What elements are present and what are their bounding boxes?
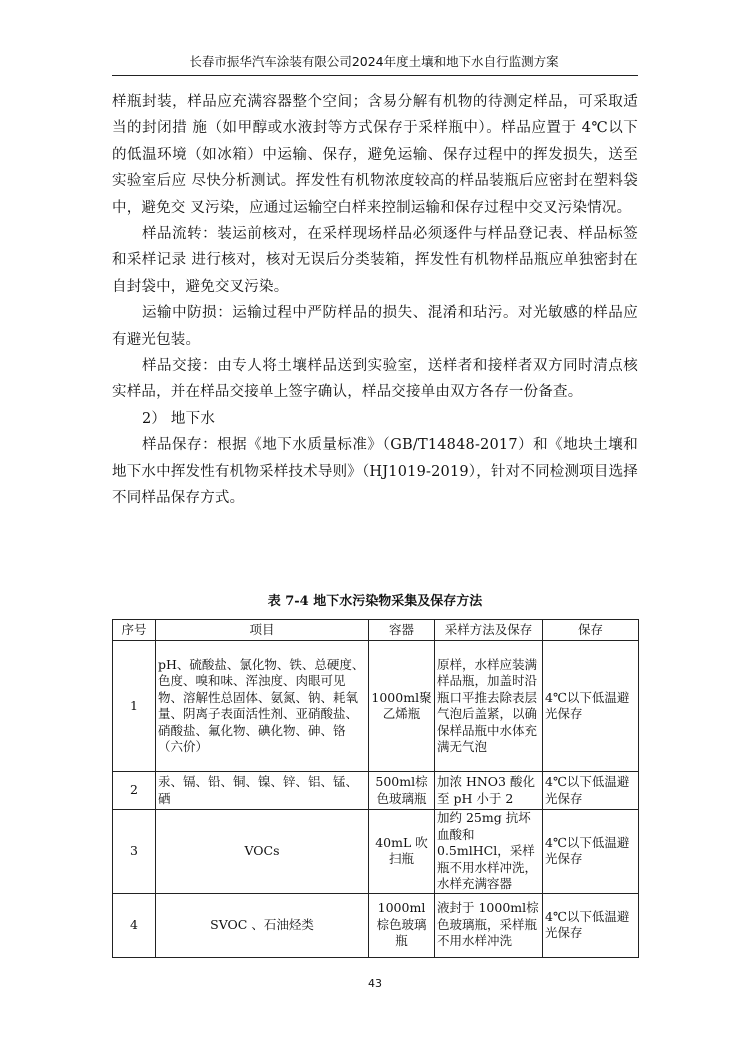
row-no: 2: [113, 772, 156, 810]
row-container: 40mL 吹扫瓶: [369, 810, 435, 894]
row-item: pH、硫酸盐、氯化物、铁、总硬度、色度、嗅和味、浑浊度、肉眼可见物、溶解性总固体、氨氮、钠、耗氧量、阴离子表面活性剂、亚硝酸盐、硝酸盐、氟化物、碘化物、砷、铬（六价）: [156, 641, 369, 772]
body-text: [112, 89, 638, 512]
row-container: 1000ml聚乙烯瓶: [369, 641, 435, 772]
paragraph: 样品保存：根据《地下水质量标准》（GB/T14848-2017）和《地块土壤和地下水中挥发性有机物采样技术导则》（HJ1019-2019），针对不同检测项目选择不同样品保存方式。: [112, 437, 638, 507]
row-container: 500ml棕色玻璃瓶: [369, 772, 435, 810]
table-row: [113, 772, 639, 810]
row-storage: 4℃以下低温避光保存: [543, 641, 639, 772]
row-no: 3: [113, 810, 156, 894]
header-storage: 保存: [543, 620, 639, 641]
paragraph: 样瓶封装，样品应充满容器整个空间；含易分解有机物的待测定样品，可采取适当的封闭措 施（如甲醇或水液封等方式保存于采样瓶中）。样品应置于 4℃以下的低温环境（如冰箱）中运输、保存，避免运输、保存过程中的挥发损失，送至实验室后应 尽快分析测试。挥发性有机物浓度较高的样品装瓶后应密封在塑料袋中，避免交 叉污染，应通过运输空白样来控制运输和保存过程中交叉污染情况。: [112, 94, 638, 216]
row-method: 液封于 1000ml棕色玻璃瓶，采样瓶不用水样冲洗: [435, 893, 543, 957]
table-row: [113, 641, 639, 772]
page-number: 43: [368, 977, 382, 990]
table-row: [113, 810, 639, 894]
header-no: 序号: [113, 620, 156, 641]
sampling-table: [112, 619, 639, 958]
header-container: 容器: [369, 620, 435, 641]
row-storage: 4℃以下低温避光保存: [543, 810, 639, 894]
header-divider: [112, 75, 638, 76]
row-item: 汞、镉、铅、铜、镍、锌、铝、锰、硒: [156, 772, 369, 810]
paragraph: 运输中防损：运输过程中严防样品的损失、混淆和玷污。对光敏感的样品应 有避光包装。: [112, 305, 638, 348]
row-no: 4: [113, 893, 156, 957]
row-no: 1: [113, 641, 156, 772]
row-method: 加约 25mg 抗坏血酸和 0.5mlHCl，采样瓶不用水样冲洗，水样充满容器: [435, 810, 543, 894]
row-container: 1000ml 棕色玻璃瓶: [369, 893, 435, 957]
header-method: 采样方法及保存: [435, 620, 543, 641]
page-header: 长春市振华汽车涂装有限公司2024年度土壤和地下水自行监测方案: [189, 54, 559, 69]
table-caption: 表 7-4 地下水污染物采集及保存方法: [267, 594, 483, 609]
section-heading: 2） 地下水: [142, 410, 216, 427]
paragraph: 样品流转：装运前核对，在采样现场样品必须逐件与样品登记表、样品标签和采样记录 进行核对，核对无误后分类装箱，挥发性有机物样品瓶应单独密封在自封袋中，避免交叉污染。: [112, 226, 638, 295]
row-item: VOCs: [156, 810, 369, 894]
row-method: 原样，水样应装满样品瓶，加盖时沿瓶口平推去除表层气泡后盖紧，以确保样品瓶中水体充满无气泡: [435, 641, 543, 772]
header-item: 项目: [156, 620, 369, 641]
row-storage: 4℃以下低温避光保存: [543, 772, 639, 810]
row-storage: 4℃以下低温避光保存: [543, 893, 639, 957]
row-method: 加浓 HNO3 酸化至 pH 小于 2: [435, 772, 543, 810]
row-item: SVOC 、石油烃类: [156, 893, 369, 957]
table-header-row: [113, 620, 639, 641]
table-row: [113, 893, 639, 957]
paragraph: 样品交接：由专人将土壤样品送到实验室，送样者和接样者双方同时清点核 实样品，并在样品交接单上签字确认，样品交接单由双方各存一份备查。: [112, 358, 638, 401]
